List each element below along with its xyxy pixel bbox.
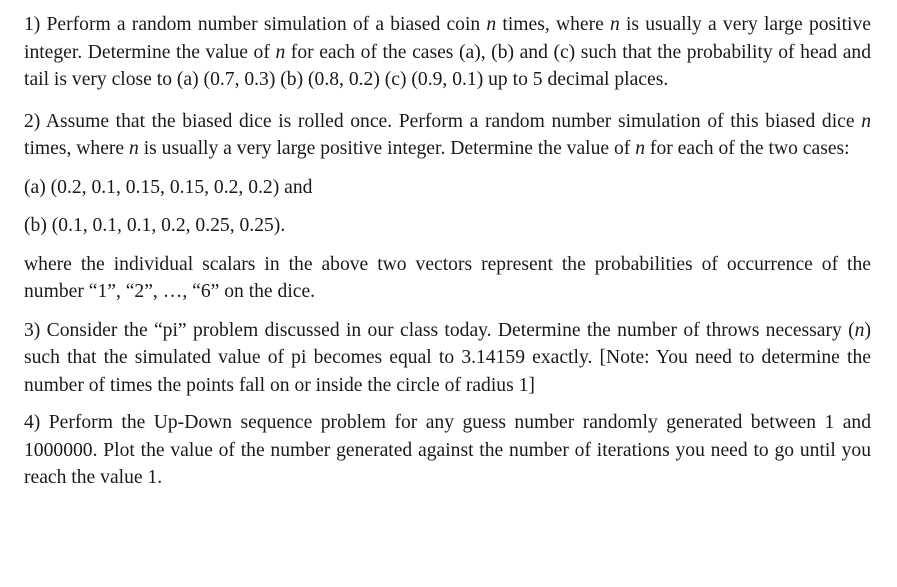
q1-variable-n: n <box>486 14 497 35</box>
q3-variable-n: n <box>854 319 865 341</box>
q2-text-part: 2) Assume that the biased dice is rolled once. Perform a random number simulation of this biased dice <box>24 110 862 132</box>
q2-text-part: for each of the two cases: <box>645 138 850 159</box>
q2-text-part: times, where <box>24 138 130 159</box>
q3-text-part: 3) Consider the “pi” problem discussed in our class today. Determine the number of throws necessary ( <box>24 319 855 341</box>
question-2 <box>24 108 871 163</box>
question-4: 4) Perform the Up-Down sequence problem for any guess number randomly generated between 1 and 1000000. Plot the value of the number generated against the number of iterations you need to go until you reach the value 1. <box>24 412 871 488</box>
q2-text-part: is usually a very large positive integer. Determine the value of <box>138 138 636 159</box>
q2-note: where the individual scalars in the above two vectors represent the probabilities of occurrence of the number “1”, “2”, …, “6” on the dice. <box>24 253 871 302</box>
q1-text-part: is usually a very large positive integer. Determine the value of <box>24 14 871 63</box>
q2-variable-n: n <box>861 110 871 132</box>
q1-text-part: 1) Perform a random number simulation of a biased coin <box>24 14 487 35</box>
question-3 <box>24 317 871 400</box>
q1-variable-n: n <box>275 41 286 63</box>
q2-case-a: (a) (0.2, 0.1, 0.15, 0.15, 0.2, 0.2) and <box>24 176 313 198</box>
q1-text-part: times, where <box>496 14 610 35</box>
q1-text-part: for each of the cases (a), (b) and (c) such that the probability of head and tail is very close to (a) (0.7, 0.3) (b) (0.8, 0.2) (c) (0.9, 0.1) up to 5 decimal places. <box>24 41 871 90</box>
question-1 <box>24 11 871 94</box>
q3-text-part: ) such that the simulated value of pi becomes equal to 3.14159 exactly. [Note: You need to determine the number of times the points fall on or inside the circle of radius 1] <box>24 319 871 396</box>
q2-variable-n: n <box>635 138 646 159</box>
q1-variable-n: n <box>610 14 620 35</box>
q2-case-b: (b) (0.1, 0.1, 0.1, 0.2, 0.25, 0.25). <box>24 215 286 236</box>
q2-variable-n: n <box>129 138 139 159</box>
